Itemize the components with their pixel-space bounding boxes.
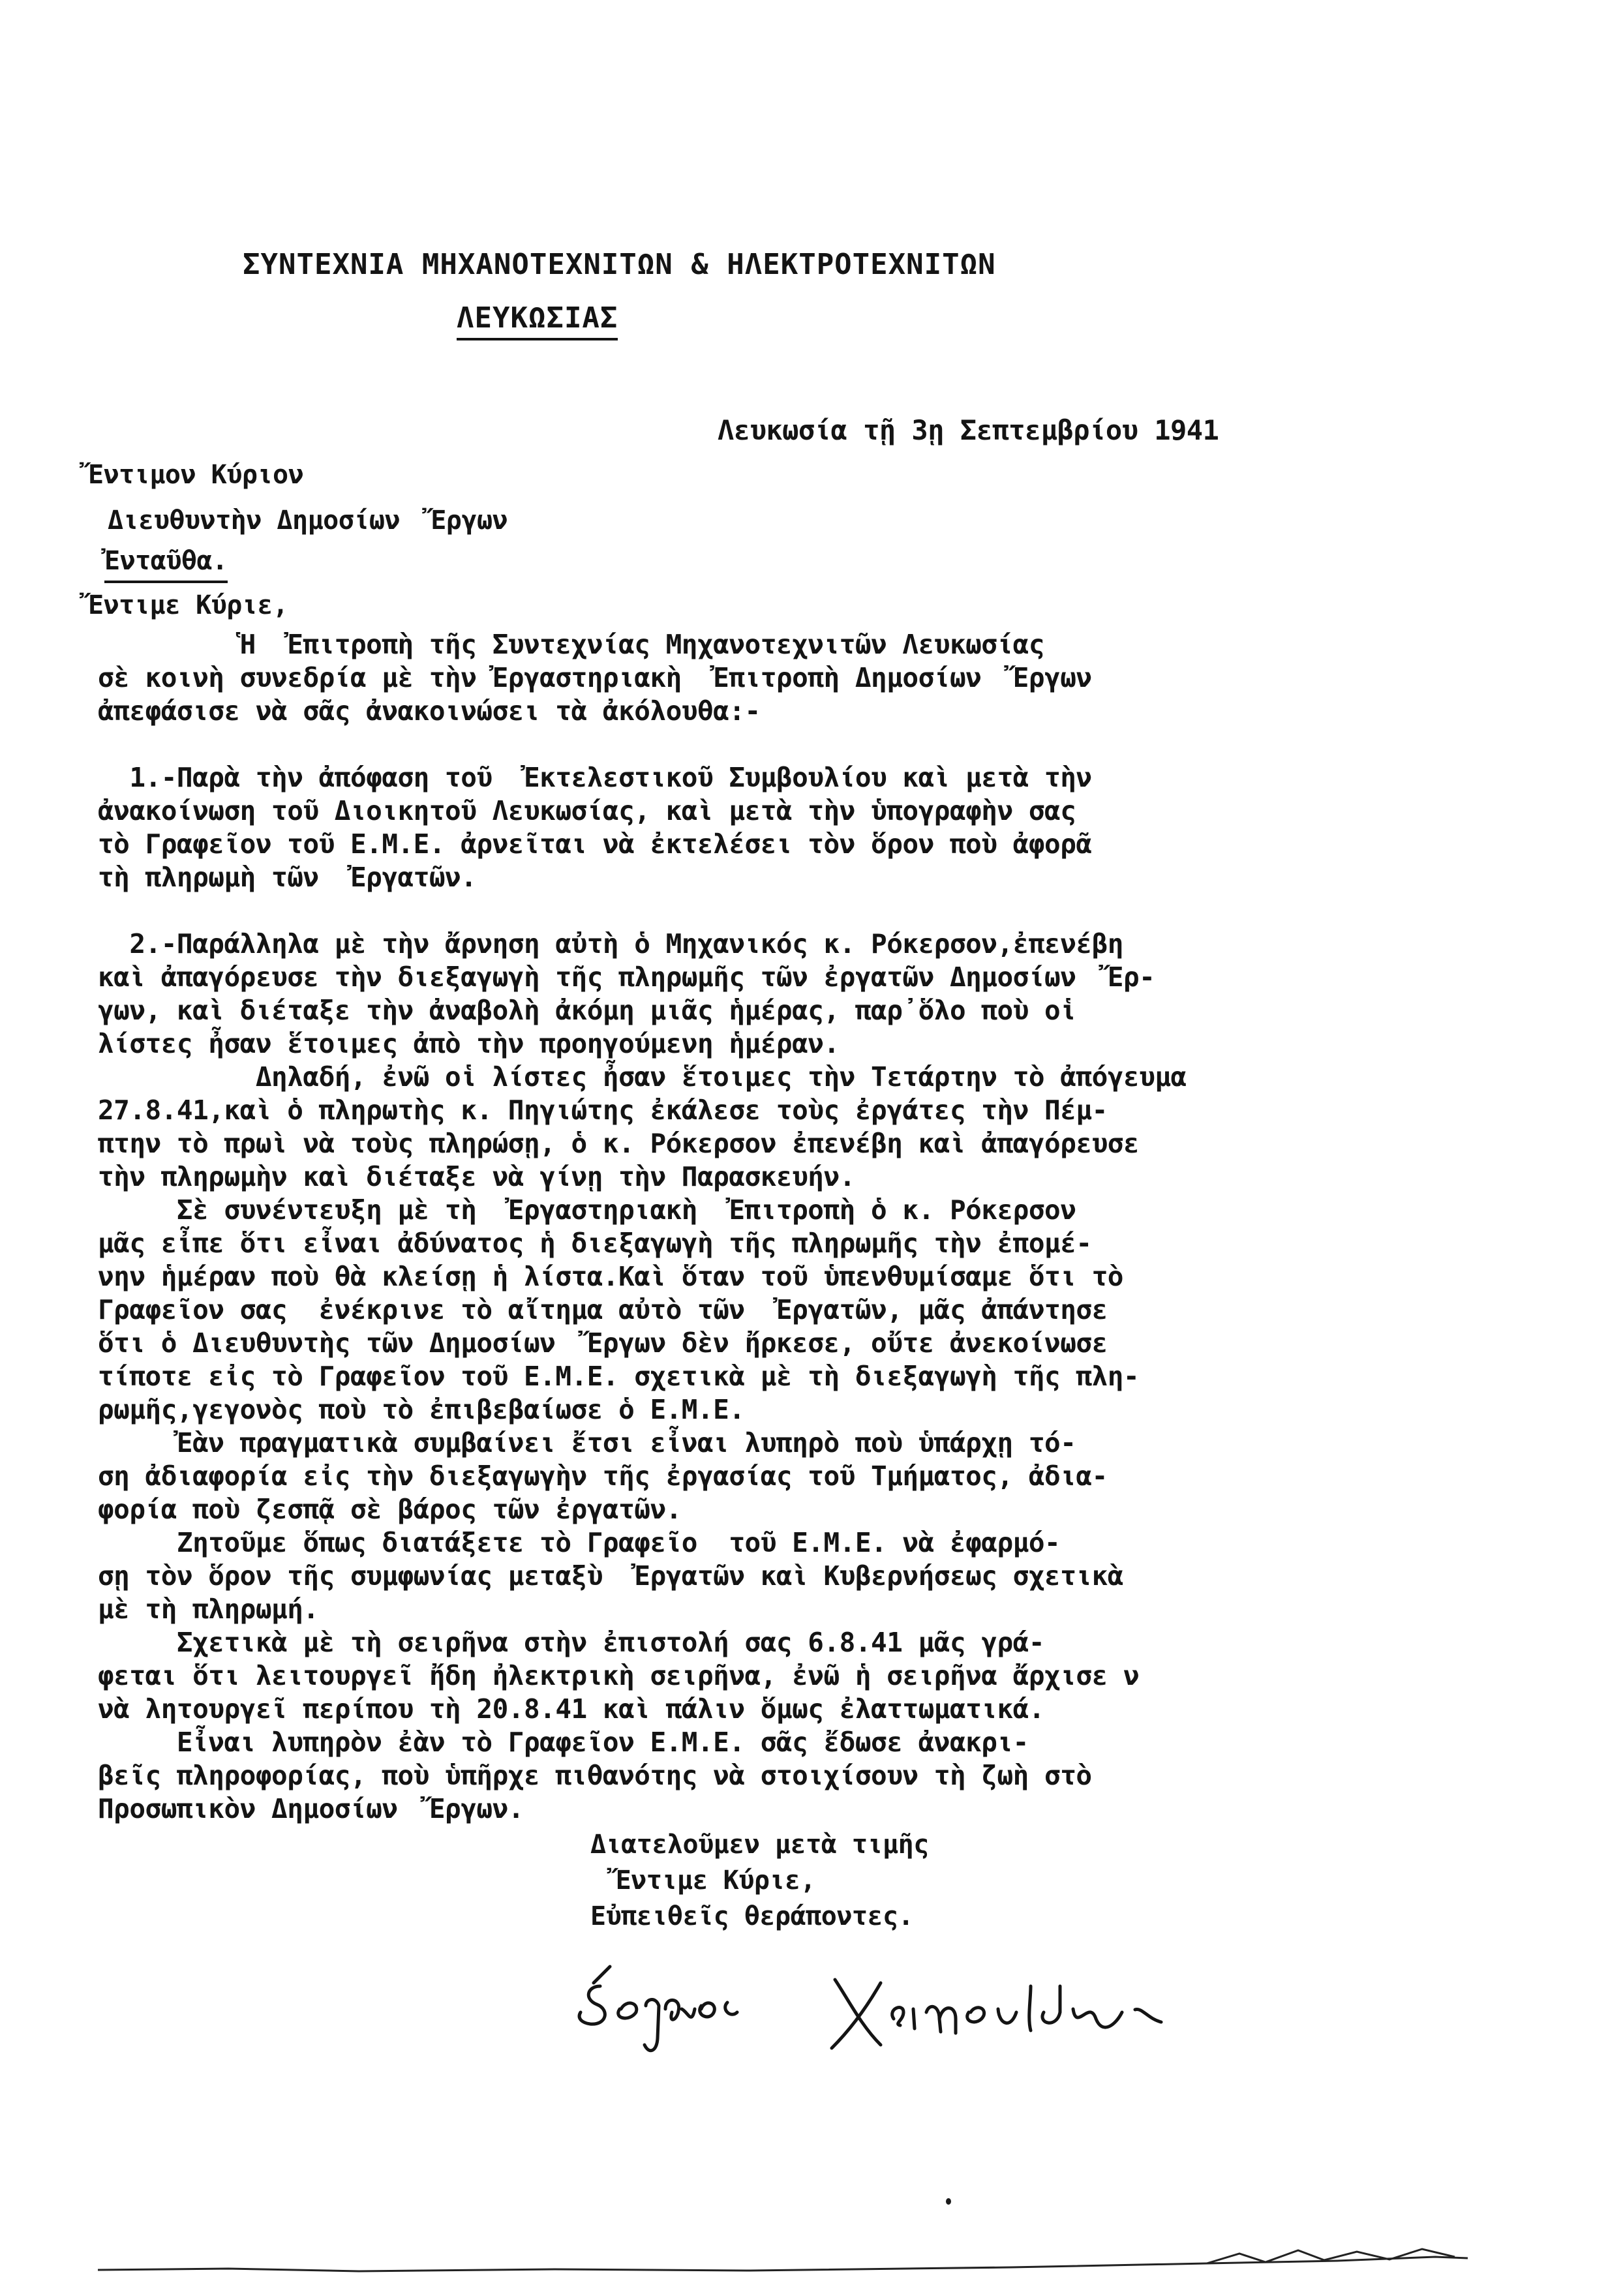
body-line: φεται ὅτι λειτουργεῖ ἤδη ἠλεκτρικὴ σειρῆνα, ἐνῶ ἡ σειρῆνα ἄρχισε ν <box>98 1660 1140 1691</box>
letterhead-org: ΣΥΝΤΕΧΝΙΑ ΜΗΧΑΝΟΤΕΧΝΙΤΩΝ & ΗΛΕΚΤΡΟΤΕΧΝΙΤΩΝ <box>243 248 996 281</box>
body-line: βεῖς πληροφορίας, ποὺ ὑπῆρχε πιθανότης νὰ στοιχίσουν τὴ ζωὴ στὸ <box>98 1760 1092 1791</box>
closing-line-3: Εὐπειθεῖς θεράποντες. <box>590 1901 914 1931</box>
body-line: Σὲ συνέντευξη μὲ τὴ Ἐργαστηριακὴ Ἐπιτροπὴ ὁ κ. Ρόκερσον <box>98 1194 1076 1226</box>
body-line: Ἡ Ἐπιτροπὴ τῆς Συντεχνίας Μηχανοτεχνιτῶν Λευκωσίας <box>98 629 1045 660</box>
body-line: ἀπεφάσισε νὰ σᾶς ἀνακοινώσει τὰ ἀκόλουθα:- <box>98 695 761 727</box>
closing-line-1: Διατελοῦμεν μετὰ τιμῆς <box>590 1830 929 1860</box>
body-line: ὅτι ὁ Διευθυντὴς τῶν Δημοσίων Ἔργων δὲν ἤρκεσε, οὔτε ἀνεκοίνωσε <box>98 1327 1108 1359</box>
body-line: ρωμῆς,γεγονὸς ποὺ τὸ ἐπιβεβαίωσε ὁ Ε.Μ.Ε. <box>98 1394 745 1425</box>
body-line: τὴ πληρωμὴ τῶν Ἐργατῶν. <box>98 862 477 893</box>
body-line: Προσωπικὸν Δημοσίων Ἔργων. <box>98 1793 524 1824</box>
body-line: μὲ τὴ πληρωμή. <box>98 1594 319 1625</box>
recipient-line-2: Διευθυντὴν Δημοσίων Ἔργων <box>108 506 508 536</box>
body-line: ἀνακοίνωση τοῦ Διοικητοῦ Λευκωσίας, καὶ μετὰ τὴν ὑπογραφὴν σας <box>98 795 1076 826</box>
body-line: Δηλαδή, ἐνῶ οἱ λίστες ἦσαν ἕτοιμες τὴν Τετάρτην τὸ ἀπόγευμα <box>98 1061 1187 1093</box>
body-line: τὸ Γραφεῖον τοῦ Ε.Μ.Ε. ἀρνεῖται νὰ ἐκτελέσει τὸν ὅρον ποὺ ἀφορᾶ <box>98 828 1092 860</box>
body-line: μᾶς εἶπε ὅτι εἶναι ἀδύνατος ἡ διεξαγωγὴ τῆς πληρωμῆς τὴν ἐπομέ- <box>98 1228 1092 1259</box>
scan-smudge <box>946 2198 951 2205</box>
recipient-line-1: Ἔντιμον Κύριον <box>88 460 304 490</box>
scan-edge-noise <box>98 2244 1468 2276</box>
body-line: τὴν πληρωμὴν καὶ διέταξε νὰ γίνῃ τὴν Παρασκευήν. <box>98 1161 855 1192</box>
body-line: Ζητοῦμε ὅπως διατάξετε τὸ Γραφεῖο τοῦ Ε.Μ.Ε. νὰ ἐφαρμό- <box>98 1527 1061 1558</box>
body-line: 2.-Παράλληλα μὲ τὴν ἄρνηση αὐτὴ ὁ Μηχανικός κ. Ρόκερσον,ἐπενέβη <box>98 928 1123 959</box>
body-line: νὰ λητουργεῖ περίπου τὴ 20.8.41 καὶ πάλιν ὅμως ἐλαττωματικά. <box>98 1693 1045 1725</box>
body-line: γων, καὶ διέταξε τὴν ἀναβολὴ ἀκόμη μιᾶς ἡμέρας, παρ᾽ὅλο ποὺ οἱ <box>98 995 1076 1026</box>
body-line: Εἶναι λυπηρὸν ἐὰν τὸ Γραφεῖον Ε.Μ.Ε. σᾶς ἔδωσε ἀνακρι- <box>98 1727 1029 1758</box>
body-line: σὲ κοινὴ συνεδρία μὲ τὴν Ἐργαστηριακὴ Ἐπιτροπὴ Δημοσίων Ἔργων <box>98 662 1092 693</box>
body-line: λίστες ἦσαν ἕτοιμες ἀπὸ τὴν προηγούμενη ἡμέραν. <box>98 1028 840 1059</box>
body-line: φορία ποὺ ζεσπᾷ σὲ βάρος τῶν ἐργατῶν. <box>98 1494 682 1525</box>
body-line: σῃ τὸν ὅρον τῆς συμφωνίας μεταξὺ Ἐργατῶν καὶ Κυβερνήσεως σχετικὰ <box>98 1560 1123 1592</box>
body-line: καὶ ἀπαγόρευσε τὴν διεξαγωγὴ τῆς πληρωμῆς τῶν ἐργατῶν Δημοσίων Ἔρ- <box>98 961 1155 993</box>
body-line: νην ἡμέραν ποὺ θὰ κλείσῃ ἡ λίστα.Καὶ ὅταν τοῦ ὑπενθυμίσαμε ὅτι τὸ <box>98 1261 1123 1292</box>
body-line: Σχετικὰ μὲ τὴ σειρῆνα στὴν ἐπιστολή σας 6.8.41 μᾶς γρά- <box>98 1627 1045 1658</box>
recipient-line-3: Ἐνταῦθα. <box>104 543 228 583</box>
letter-body <box>98 626 1435 1824</box>
body-line: Ἐὰν πραγματικὰ συμβαίνει ἔτσι εἶναι λυπηρὸ ποὺ ὑπάρχῃ τό- <box>98 1427 1076 1458</box>
body-line: Γραφεῖον σας ἐνέκρινε τὸ αἴτημα αὐτὸ τῶν Ἐργατῶν, μᾶς ἀπάντησε <box>98 1294 1108 1325</box>
body-line: ση ἀδιαφορία εἰς τὴν διεξαγωγὴν τῆς ἐργασίας τοῦ Τμήματος, ἀδια- <box>98 1460 1108 1492</box>
date-line: Λευκωσία τῇ 3ῃ Σεπτεμβρίου 1941 <box>718 414 1219 446</box>
body-line: πτην τὸ πρωὶ νὰ τοὺς πληρώσῃ, ὁ κ. Ρόκερσον ἐπενέβη καὶ ἀπαγόρευσε <box>98 1128 1140 1159</box>
letterhead-city: ΛΕΥΚΩΣΙΑΣ <box>457 300 618 340</box>
closing-line-2: Ἔντιμε Κύριε, <box>600 1865 816 1896</box>
body-line: 27.8.41,καὶ ὁ πληρωτὴς κ. Πηγιώτης ἐκάλεσε τοὺς ἐργάτες τὴν Πέμ- <box>98 1095 1108 1126</box>
salutation: Ἔντιμε Κύριε, <box>88 590 288 620</box>
body-line: 1.-Παρὰ τὴν ἀπόφαση τοῦ Ἐκτελεστικοῦ Συμβουλίου καὶ μετὰ τὴν <box>98 762 1092 793</box>
handwritten-signature <box>574 1947 1226 2064</box>
body-line: τίποτε εἰς τὸ Γραφεῖον τοῦ Ε.Μ.Ε. σχετικὰ μὲ τὴ διεξαγωγὴ τῆς πλη- <box>98 1361 1140 1392</box>
